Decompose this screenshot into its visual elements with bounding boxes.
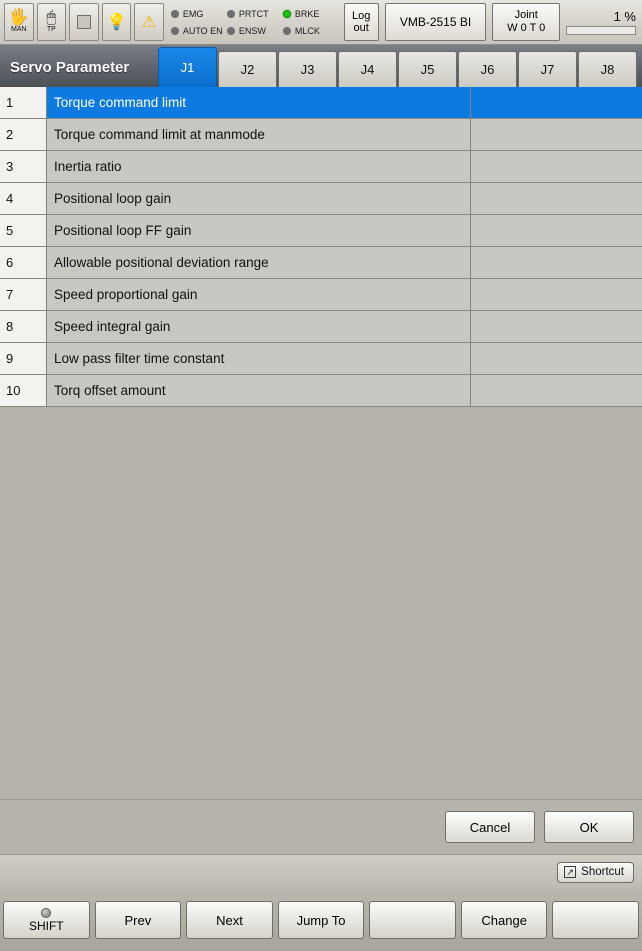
status-bar bbox=[0, 0, 642, 45]
led-emg-indicator-icon bbox=[171, 10, 179, 18]
main-content bbox=[0, 87, 642, 854]
led-brke-indicator-icon bbox=[283, 10, 291, 18]
led-emg-label: EMG bbox=[182, 8, 204, 19]
row-parameter-value[interactable] bbox=[471, 151, 642, 183]
jump-to-label: Jump To bbox=[296, 912, 346, 928]
row-parameter-name[interactable]: Low pass filter time constant bbox=[47, 343, 471, 375]
led-ensw-indicator-icon bbox=[227, 27, 235, 35]
tab-j8-label: J8 bbox=[600, 62, 615, 77]
table-row[interactable] bbox=[0, 151, 642, 183]
shift-indicator-icon bbox=[41, 908, 51, 918]
fkey-blank-2[interactable] bbox=[552, 901, 639, 939]
speed-override[interactable] bbox=[566, 3, 638, 41]
tab-j4-label: J4 bbox=[360, 62, 375, 77]
stop-button[interactable] bbox=[69, 3, 99, 41]
change-key[interactable] bbox=[461, 901, 548, 939]
mode-man-button[interactable] bbox=[4, 3, 34, 41]
robot-model-label: VMB-2515 BI bbox=[399, 15, 472, 29]
table-row[interactable] bbox=[0, 87, 642, 119]
shortcut-bar bbox=[0, 854, 642, 889]
row-parameter-value[interactable] bbox=[471, 119, 642, 151]
logout-label-line2: out bbox=[353, 22, 369, 34]
table-row[interactable] bbox=[0, 375, 642, 407]
alarm-button[interactable] bbox=[134, 3, 164, 41]
speed-value-label: 1 % bbox=[613, 9, 636, 24]
row-parameter-value[interactable] bbox=[471, 183, 642, 215]
led-row-top bbox=[171, 5, 339, 22]
row-parameter-name[interactable]: Positional loop FF gain bbox=[47, 215, 471, 247]
tab-j6-label: J6 bbox=[480, 62, 495, 77]
shift-label: SHIFT bbox=[28, 919, 64, 933]
shortcut-label: Shortcut bbox=[581, 866, 624, 878]
coordinate-mode-label: Joint bbox=[514, 9, 538, 21]
tab-j7-label: J7 bbox=[540, 62, 555, 77]
empty-area bbox=[0, 407, 642, 799]
table-row[interactable] bbox=[0, 215, 642, 247]
teach-pendant-button[interactable] bbox=[37, 3, 67, 41]
next-key[interactable] bbox=[186, 901, 273, 939]
shortcut-button[interactable] bbox=[557, 862, 634, 883]
row-parameter-value[interactable] bbox=[471, 87, 642, 119]
cancel-label: Cancel bbox=[469, 819, 511, 835]
tab-j3-label: J3 bbox=[300, 62, 315, 77]
led-prtct-label: PRTCT bbox=[238, 8, 269, 19]
function-key-bar bbox=[0, 889, 642, 951]
row-index: 3 bbox=[0, 151, 47, 183]
tab-j1[interactable] bbox=[158, 47, 217, 87]
table-row[interactable] bbox=[0, 247, 642, 279]
row-parameter-value[interactable] bbox=[471, 279, 642, 311]
table-row[interactable] bbox=[0, 311, 642, 343]
speed-bar[interactable] bbox=[566, 26, 636, 35]
shift-key[interactable] bbox=[3, 901, 90, 939]
dialog-action-bar bbox=[0, 799, 642, 854]
row-parameter-name[interactable]: Torque command limit bbox=[47, 87, 471, 119]
row-parameter-value[interactable] bbox=[471, 247, 642, 279]
led-prtct bbox=[227, 9, 283, 19]
table-row[interactable] bbox=[0, 119, 642, 151]
tab-j7[interactable] bbox=[518, 51, 577, 87]
led-mlck-label: MLCK bbox=[294, 25, 320, 36]
tab-j2[interactable] bbox=[218, 51, 277, 87]
led-panel bbox=[171, 5, 339, 39]
next-label: Next bbox=[216, 912, 243, 928]
row-index: 1 bbox=[0, 87, 47, 119]
led-emg bbox=[171, 9, 227, 19]
row-parameter-value[interactable] bbox=[471, 375, 642, 407]
led-prtct-indicator-icon bbox=[227, 10, 235, 18]
cancel-button[interactable] bbox=[445, 811, 535, 843]
table-row[interactable] bbox=[0, 279, 642, 311]
change-label: Change bbox=[481, 912, 527, 928]
led-auto-en bbox=[171, 26, 227, 36]
robot-model-button[interactable] bbox=[385, 3, 487, 41]
row-parameter-name[interactable]: Speed integral gain bbox=[47, 311, 471, 343]
row-parameter-name[interactable]: Allowable positional deviation range bbox=[47, 247, 471, 279]
table-row[interactable] bbox=[0, 343, 642, 375]
tab-j5-label: J5 bbox=[420, 62, 435, 77]
led-row-bottom bbox=[171, 22, 339, 39]
led-mlck-indicator-icon bbox=[283, 27, 291, 35]
page-title: Servo Parameter bbox=[10, 59, 130, 76]
tab-j2-label: J2 bbox=[240, 62, 255, 77]
row-index: 4 bbox=[0, 183, 47, 215]
tab-j5[interactable] bbox=[398, 51, 457, 87]
stop-square-icon bbox=[77, 15, 91, 29]
teach-pendant-label: TP bbox=[46, 26, 56, 33]
row-index: 8 bbox=[0, 311, 47, 343]
shortcut-arrow-icon: ↗ bbox=[564, 866, 576, 878]
tab-j8[interactable] bbox=[578, 51, 637, 87]
row-parameter-name[interactable]: Inertia ratio bbox=[47, 151, 471, 183]
row-index: 7 bbox=[0, 279, 47, 311]
parameter-table bbox=[0, 87, 642, 407]
logout-label-line1: Log bbox=[352, 10, 371, 22]
warning-triangle-icon: ⚠ bbox=[141, 13, 157, 31]
row-index: 10 bbox=[0, 375, 47, 407]
tab-j3[interactable] bbox=[278, 51, 337, 87]
screen-header bbox=[0, 45, 642, 87]
fkey-blank-1[interactable] bbox=[369, 901, 456, 939]
tab-j1-label: J1 bbox=[180, 60, 195, 75]
row-index: 9 bbox=[0, 343, 47, 375]
ok-label: OK bbox=[579, 819, 599, 835]
row-parameter-name[interactable]: Torque command limit at manmode bbox=[47, 119, 471, 151]
logout-button[interactable] bbox=[344, 3, 379, 41]
row-index: 2 bbox=[0, 119, 47, 151]
row-parameter-value[interactable] bbox=[471, 311, 642, 343]
led-ensw-label: ENSW bbox=[238, 25, 266, 36]
tab-j4[interactable] bbox=[338, 51, 397, 87]
teach-pendant-icon: 🖱 bbox=[46, 9, 57, 26]
row-parameter-name[interactable]: Torq offset amount bbox=[47, 375, 471, 407]
led-auto-en-label: AUTO EN bbox=[182, 25, 223, 36]
row-parameter-value[interactable] bbox=[471, 343, 642, 375]
led-brke-label: BRKE bbox=[294, 8, 320, 19]
row-parameter-name[interactable]: Speed proportional gain bbox=[47, 279, 471, 311]
mode-man-label: MAN bbox=[11, 26, 27, 33]
led-ensw bbox=[227, 26, 283, 36]
ok-button[interactable] bbox=[544, 811, 634, 843]
tab-j6[interactable] bbox=[458, 51, 517, 87]
coordinate-mode-button[interactable] bbox=[492, 3, 559, 41]
row-index: 6 bbox=[0, 247, 47, 279]
hand-icon: 🖐 bbox=[8, 9, 29, 26]
axis-tab-bar bbox=[158, 45, 638, 87]
light-button[interactable] bbox=[102, 3, 132, 41]
table-row[interactable] bbox=[0, 183, 642, 215]
prev-label: Prev bbox=[124, 912, 152, 928]
coordinate-tool-label: W 0 T 0 bbox=[507, 22, 546, 34]
prev-key[interactable] bbox=[95, 901, 182, 939]
jump-to-key[interactable] bbox=[278, 901, 365, 939]
led-brke bbox=[283, 9, 339, 19]
row-index: 5 bbox=[0, 215, 47, 247]
row-parameter-value[interactable] bbox=[471, 215, 642, 247]
row-parameter-name[interactable]: Positional loop gain bbox=[47, 183, 471, 215]
led-mlck bbox=[283, 26, 339, 36]
led-auto-en-indicator-icon bbox=[171, 27, 179, 35]
lightbulb-icon: 💡 bbox=[106, 13, 127, 31]
